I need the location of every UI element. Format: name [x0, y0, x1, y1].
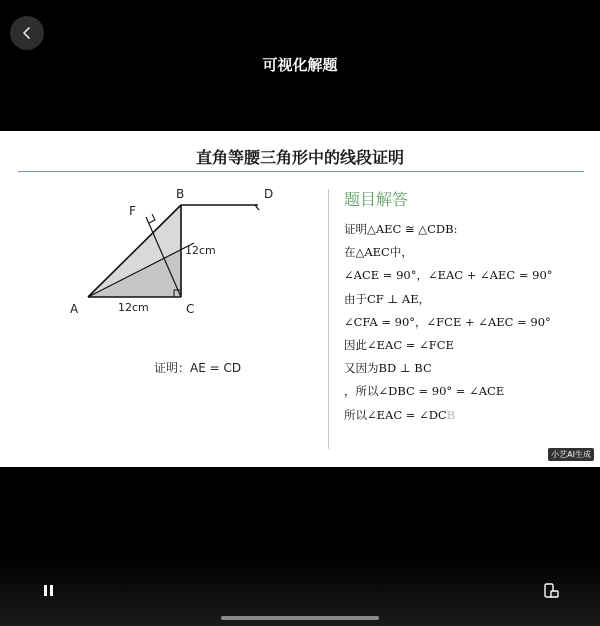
rotate-screen-button[interactable] [542, 582, 560, 600]
pause-button[interactable] [42, 584, 56, 598]
solution-line-last [344, 404, 594, 427]
solution-line-text: 所以∠EAC = ∠DC [344, 407, 447, 422]
measure-ac: 12cm [118, 301, 149, 314]
label-a: A [70, 302, 79, 316]
label-d: D [264, 187, 274, 201]
slide-title: 直角等腰三角形中的线段证明 [195, 148, 404, 167]
solution-title: 题目解答 [344, 190, 409, 209]
solution-line: 因此∠EAC = ∠FCE [344, 337, 454, 352]
label-b: B [176, 187, 185, 201]
geometry-diagram [60, 183, 300, 333]
home-indicator[interactable] [221, 616, 379, 620]
solution-line: ，所以∠DBC = 90° = ∠ACE [344, 384, 505, 399]
solution-line: 又因为BD ⊥ BC [344, 361, 432, 376]
measure-bc: 12cm [185, 244, 216, 257]
right-angle-f [149, 214, 155, 223]
chevron-left-icon [20, 26, 34, 40]
back-button[interactable] [10, 16, 44, 50]
title-divider [18, 171, 584, 172]
rotate-screen-icon [542, 582, 560, 600]
column-divider [328, 189, 329, 449]
solution-line: 证明△AEC ≅ △CDB: [344, 222, 458, 236]
label-c: C [186, 302, 195, 316]
solution-line: 由于CF ⊥ AE， [344, 291, 431, 306]
ai-watermark: 小艺AI生成 [548, 448, 594, 461]
solution-line: 在△AEC中， [344, 245, 413, 260]
solution-line-faded-tail: B [446, 407, 456, 422]
label-f: F [129, 204, 136, 218]
proof-statement: 证明：AE = CD [154, 361, 242, 375]
solution-line: ∠CFA = 90°，∠FCE + ∠AEC = 90° [344, 314, 551, 329]
solution-panel [344, 187, 594, 427]
pause-icon [44, 585, 47, 596]
page-title: 可视化解题 [262, 56, 338, 74]
solution-slide [0, 131, 600, 467]
solution-line: ∠ACE = 90°，∠EAC + ∠AEC = 90° [344, 268, 553, 283]
pause-icon [50, 585, 53, 596]
